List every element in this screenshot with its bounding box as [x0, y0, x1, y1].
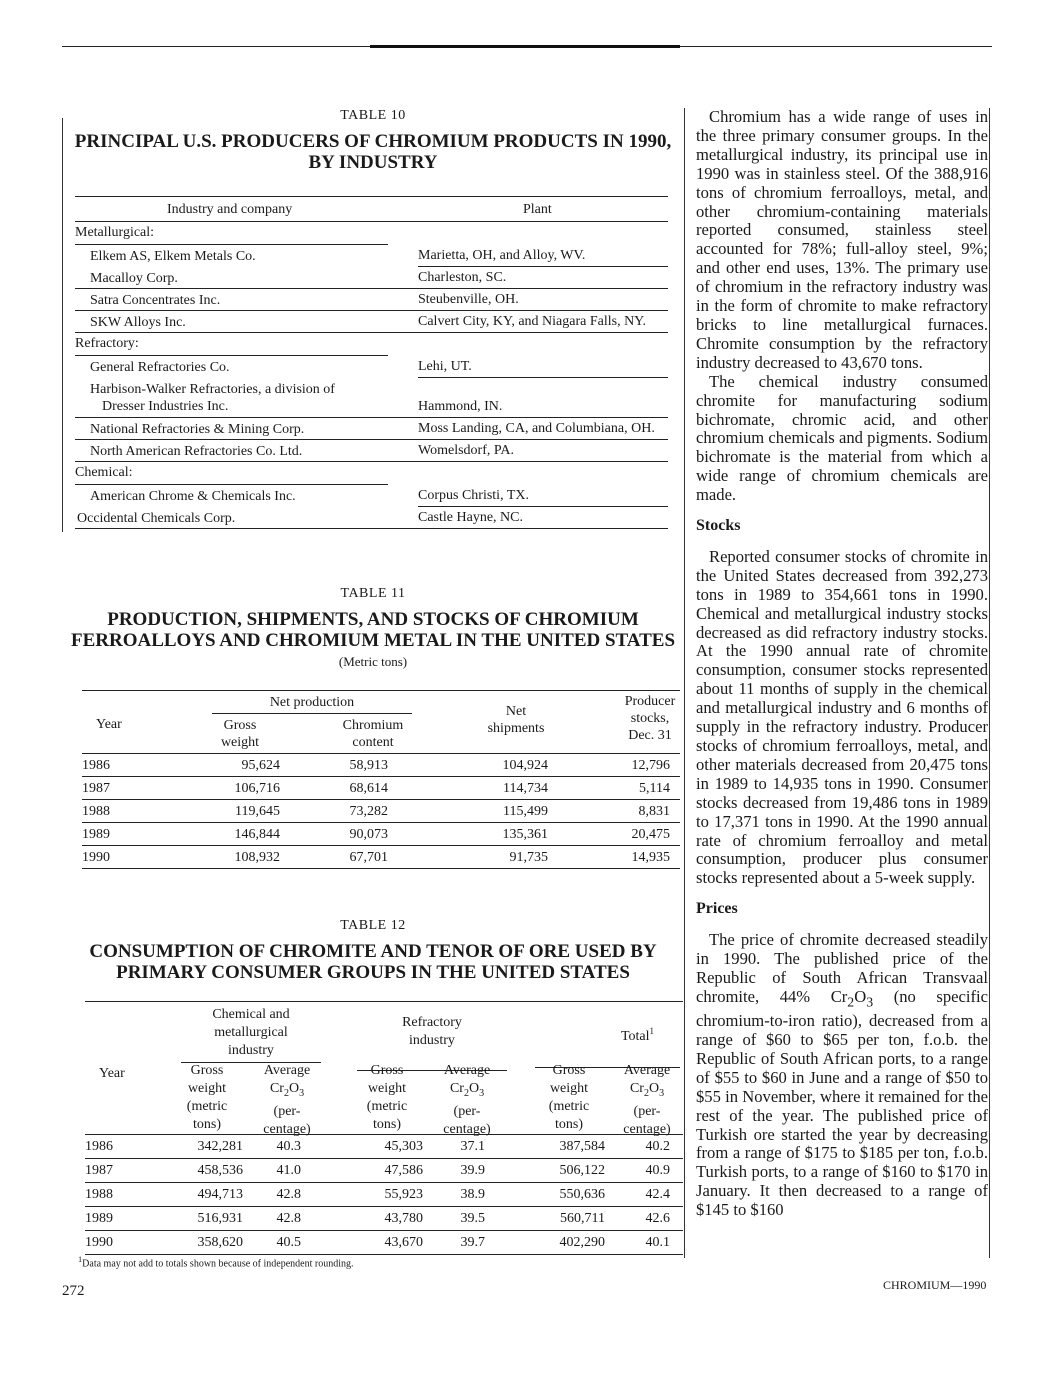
cell-t-gross: 560,711	[560, 1211, 605, 1226]
cell-cm-avg: 40.3	[276, 1139, 301, 1154]
h-avg-part: 2	[643, 1087, 649, 1099]
table10	[75, 196, 668, 529]
table-row	[82, 846, 680, 869]
cell-cm-gross: 458,536	[197, 1163, 243, 1178]
cell-year: 1989	[82, 827, 110, 842]
cell-chromium: 68,614	[349, 781, 388, 796]
col-chemical-metallurgical	[181, 1006, 321, 1063]
footnote-text: Data may not add to totals shown because of independent rounding.	[82, 1258, 354, 1270]
cell-gross: 106,716	[234, 781, 280, 796]
prices-text-a: The price of chromite decreased steadily in 1990. The published price of the Republic of South African Transvaal chromite, 44% Cr	[696, 930, 988, 1006]
heading-stocks: Stocks	[696, 517, 741, 535]
table11-subtitle: (Metric tons)	[338, 654, 408, 669]
table10-title	[62, 131, 684, 173]
h-avg-part: Cr	[449, 1081, 464, 1096]
cell-rf-avg: 38.9	[460, 1187, 485, 1202]
cell-rf-gross: 43,780	[384, 1211, 423, 1226]
h-chem-2: metallurgical	[214, 1025, 288, 1040]
col-net-production: Net production	[212, 694, 412, 714]
table-row	[75, 356, 668, 378]
plant: Hammond, IN.	[418, 399, 503, 414]
cell-t-avg: 40.9	[645, 1163, 670, 1178]
h-gross-line: weight	[549, 1081, 589, 1096]
table-row	[85, 1231, 683, 1255]
cell-rf-gross: 43,670	[384, 1235, 423, 1250]
paragraph-stocks: Reported consumer stocks of chromite in the United States decreased from 392,273 tons in 1989 to 354,661 tons in 1990. Chemical and metallurgical industry stocks decreased as did refractory industry stocks. At the 1990 annual rate of chromite consumption, consumer stocks represented about 11 months of supply in the chemical and metallurgical industry and 6 months of supply in the refractory industry. Producer stocks of chromium ferroalloys, metal, and other materials decreased from 20,475 tons in 1989 to 14,935 tons in 1990. Consumer stocks decreased from 19,486 tons in 1989 to 17,371 tons in 1990. At the 1990 annual rate of chromium ferroalloy and metal consumption, producer plus consumer stocks represented about a 5-week supply.	[696, 546, 988, 888]
cell-t-gross: 402,290	[559, 1235, 605, 1250]
table10-left-border	[62, 118, 63, 532]
table11-title-line2: FERROALLOYS AND CHROMIUM METAL IN THE UNITED STATES	[70, 630, 676, 651]
h-refr-2: industry	[409, 1033, 455, 1048]
h-avg-part: 2	[463, 1087, 469, 1099]
category-metallurgical: Metallurgical:	[75, 222, 388, 245]
footnote-marker: 1	[78, 1255, 83, 1264]
cell-stocks: 12,796	[631, 758, 670, 773]
plant: Marietta, OH, and Alloy, WV.	[418, 248, 586, 263]
table-row	[75, 485, 668, 507]
table-row	[82, 777, 680, 800]
cell-chromium: 73,282	[349, 804, 388, 819]
h-gross-line: tons)	[555, 1117, 583, 1132]
table-row	[85, 1135, 683, 1159]
h-gross-line: Gross	[370, 1063, 404, 1078]
top-rule-accent	[370, 45, 680, 48]
h-avg-part: O	[648, 1081, 660, 1096]
h-avg-part: 2	[283, 1087, 289, 1099]
h-gross-line: weight	[367, 1081, 407, 1096]
h-gross-1: Gross	[223, 718, 257, 733]
cell-stocks: 8,831	[638, 804, 670, 819]
cell-cm-gross: 516,931	[197, 1211, 243, 1226]
plant: Womelsdorf, PA.	[418, 443, 514, 458]
cell-cm-avg: 41.0	[276, 1163, 301, 1178]
company: American Chrome & Chemicals Inc.	[90, 489, 296, 504]
cell-cm-gross: 342,281	[197, 1139, 243, 1154]
cell-shipments: 114,734	[503, 781, 548, 796]
h-chem-3: industry	[228, 1043, 274, 1058]
body-text-column	[696, 108, 988, 1220]
table12-label: TABLE 12	[340, 918, 406, 933]
cell-rf-gross: 45,303	[384, 1139, 423, 1154]
table-row	[85, 1159, 683, 1183]
prices-text-b: (no specific chromium-to-iron ratio), decreased from a range of $60 to $65 per ton, f.o.b. the Republic of South African ports, to a range of $55 to $60 in June and a range of $50 to $55 in November, where it remained for the rest of the year. The published price of Turkish ore started the year by decreasing from a range of $175 to $185 per ton, f.o.b. Turkish ports, to a range of $160 to $170 in January. It then decreased to a range of $145 to $160	[696, 986, 988, 1220]
h-prod-2: stocks,	[630, 711, 670, 726]
h-avg-part: 3	[659, 1087, 665, 1099]
h-gross-line: (metric	[186, 1099, 228, 1114]
table12-title-line2: PRIMARY CONSUMER GROUPS IN THE UNITED STATES	[116, 962, 630, 983]
cell-rf-avg: 39.5	[460, 1211, 485, 1226]
h-net-1: Net	[505, 704, 527, 719]
plant: Charleston, SC.	[418, 270, 507, 285]
cell-gross: 95,624	[241, 758, 280, 773]
cell-shipments: 91,735	[509, 850, 548, 865]
subcol-gross-weight	[351, 1062, 423, 1134]
cell-gross: 146,844	[234, 827, 280, 842]
cell-cm-avg: 40.5	[276, 1235, 301, 1250]
table12-heading	[62, 918, 684, 983]
company-text: Harbison-Walker Refractories, a division of Dresser Industries Inc.	[90, 382, 335, 414]
subcol-average-cr2o3	[611, 1062, 683, 1139]
cell-t-avg: 42.6	[645, 1211, 670, 1226]
table-row	[75, 311, 668, 333]
cell-year: 1986	[85, 1139, 113, 1154]
cell-chromium: 58,913	[349, 758, 388, 773]
h-gross-line: Gross	[190, 1063, 224, 1078]
cell-rf-avg: 39.7	[460, 1235, 485, 1250]
table-row	[82, 823, 680, 846]
cell-year: 1988	[85, 1187, 113, 1202]
subcol-gross-weight	[171, 1062, 243, 1134]
table11-title	[62, 609, 684, 651]
h-chromium-2: content	[352, 735, 394, 750]
company: SKW Alloys Inc.	[90, 315, 186, 330]
sub-2: 2	[847, 994, 855, 1010]
h-total: Total	[620, 1028, 650, 1044]
table-row	[75, 507, 668, 529]
h-chromium-1: Chromium	[342, 718, 404, 733]
subcol-average-cr2o3	[251, 1062, 323, 1139]
h-avg-part: O	[288, 1081, 300, 1096]
h-gross-line: (metric	[366, 1099, 408, 1114]
cell-shipments: 115,499	[503, 804, 548, 819]
subcol-average-cr2o3	[431, 1062, 503, 1139]
cell-year: 1990	[85, 1235, 113, 1250]
h-avg-part: (per-	[453, 1103, 481, 1119]
table11	[82, 690, 680, 869]
plant: Castle Hayne, NC.	[418, 510, 523, 525]
category-chemical: Chemical:	[75, 462, 388, 485]
company: Satra Concentrates Inc.	[90, 293, 221, 308]
page-number: 272	[62, 1283, 85, 1299]
subcol-gross-weight	[533, 1062, 605, 1134]
col-chromium-content	[328, 717, 418, 751]
h-avg-part: centage)	[443, 1121, 491, 1137]
cell-chromium: 67,701	[349, 850, 388, 865]
h-avg-part: (per-	[633, 1103, 661, 1119]
h-gross-line: weight	[187, 1081, 227, 1096]
col-year: Year	[96, 717, 122, 732]
company: Occidental Chemicals Corp.	[77, 511, 236, 526]
h-gross-line: Gross	[552, 1063, 586, 1078]
table10-header	[75, 196, 668, 222]
company	[90, 381, 380, 415]
h-avg-part: 3	[479, 1087, 485, 1099]
h-net-2: shipments	[487, 721, 545, 736]
h-gross-2: weight	[220, 735, 260, 750]
cell-rf-avg: 39.9	[460, 1163, 485, 1178]
row-rule	[75, 461, 668, 462]
table11-header	[82, 690, 680, 754]
cell-chromium: 90,073	[349, 827, 388, 842]
table-row	[82, 754, 680, 777]
cell-shipments: 104,924	[502, 758, 548, 773]
paragraph-uses: Chromium has a wide range of uses in the three primary consumer groups. In the metallurgical industry, its principal use in 1990 was in stainless steel. Of the 388,916 tons of chromium ferroalloys, metal, and other chromium-containing materials reported consumed, stainless steel accounted for 78%; full-alloy steel, 9%; and other end uses, 13%. The primary use of chromium in the refractory industry was in the form of chromite to make refractory bricks to line metallurgical furnaces. Chromite consumption by the refractory industry decreased to 43,670 tons.	[696, 107, 988, 372]
cell-rf-avg: 37.1	[460, 1139, 485, 1154]
plant: Calvert City, KY, and Niagara Falls, NY.	[418, 314, 646, 329]
paragraph-chemical: The chemical industry consumed chromite for manufacturing sodium bichromate, chromic acid, and other chromium chemicals and pigments. Sodium bichromate is the material from which a wide range of chromium chemicals are made.	[696, 371, 988, 505]
col-net-shipments	[476, 703, 556, 737]
cell-cm-avg: 42.8	[276, 1211, 301, 1226]
h-gross-line: (metric	[548, 1099, 590, 1114]
table12-footnote	[78, 1255, 354, 1269]
h-avg-part: Average	[623, 1063, 671, 1078]
cell-t-gross: 550,636	[559, 1187, 605, 1202]
table-row	[85, 1183, 683, 1207]
col-industry-company: Industry and company	[167, 202, 293, 217]
row-rule	[75, 332, 668, 333]
cell-gross: 108,932	[234, 850, 280, 865]
table12-title-line1: CONSUMPTION OF CHROMITE AND TENOR OF ORE USED BY	[89, 941, 657, 962]
company: General Refractories Co.	[90, 360, 230, 375]
h-prod-1: Producer	[624, 694, 676, 709]
table-row	[75, 418, 668, 440]
h-chem-1: Chemical and	[212, 1007, 290, 1022]
cell-t-avg: 40.2	[645, 1139, 670, 1154]
table-row	[75, 378, 668, 418]
h-avg-part: Cr	[269, 1081, 284, 1096]
running-head: CHROMIUM—1990	[883, 1278, 987, 1292]
h-avg-part: centage)	[263, 1121, 311, 1137]
cell-year: 1987	[82, 781, 110, 796]
table-row	[75, 440, 668, 462]
row-rule	[75, 528, 668, 529]
category-refractory: Refractory:	[75, 333, 388, 356]
h-avg-part: O	[468, 1081, 480, 1096]
company: National Refractories & Mining Corp.	[90, 422, 305, 437]
cell-shipments: 135,361	[502, 827, 548, 842]
h-refr-1: Refractory	[402, 1015, 462, 1030]
col-total	[535, 1022, 680, 1068]
col-plant: Plant	[523, 202, 552, 217]
table10-label: TABLE 10	[340, 108, 406, 123]
sub-3: 3	[866, 994, 874, 1010]
h-avg-part: centage)	[623, 1121, 671, 1137]
heading-prices: Prices	[696, 900, 738, 918]
cell-t-avg: 40.1	[645, 1235, 670, 1250]
table11-rows	[82, 754, 680, 869]
h-avg-part: (per-	[273, 1103, 301, 1119]
table12	[85, 1001, 683, 1255]
cell-year: 1990	[82, 850, 110, 865]
cell-cm-gross: 494,713	[197, 1187, 243, 1202]
cell-cm-avg: 42.8	[276, 1187, 301, 1202]
cell-year: 1986	[82, 758, 110, 773]
table10-heading	[62, 108, 684, 173]
cell-year: 1987	[85, 1163, 113, 1178]
table10-title-line2: BY INDUSTRY	[308, 152, 438, 173]
col-gross-weight	[200, 717, 280, 751]
table12-title	[62, 941, 684, 983]
company: Macalloy Corp.	[90, 271, 178, 286]
table-row	[85, 1207, 683, 1231]
plant: Lehi, UT.	[418, 359, 472, 374]
cell-stocks: 20,475	[631, 827, 670, 842]
h-avg-part: Average	[443, 1063, 491, 1078]
table12-header	[85, 1001, 683, 1135]
paragraph-prices	[696, 931, 988, 1220]
right-column-border	[989, 108, 990, 1258]
col-year: Year	[99, 1066, 125, 1081]
cell-rf-gross: 47,586	[384, 1163, 423, 1178]
prices-o: O	[854, 986, 867, 1006]
table12-rows	[85, 1135, 683, 1255]
h-prod-3: Dec. 31	[628, 728, 672, 743]
table11-label: TABLE 11	[340, 586, 406, 601]
cell-t-avg: 42.4	[645, 1187, 670, 1202]
h-total-footnote: 1	[649, 1026, 655, 1036]
plant: Corpus Christi, TX.	[418, 488, 529, 503]
plant: Steubenville, OH.	[418, 292, 519, 307]
h-gross-line: tons)	[193, 1117, 221, 1132]
h-avg-part: Cr	[629, 1081, 644, 1096]
company: Elkem AS, Elkem Metals Co.	[90, 249, 256, 264]
table11-title-line1: PRODUCTION, SHIPMENTS, AND STOCKS OF CHROMIUM	[107, 609, 639, 630]
cell-t-gross: 506,122	[559, 1163, 605, 1178]
company: North American Refractories Co. Ltd.	[90, 444, 303, 459]
cell-gross: 119,645	[235, 804, 280, 819]
table11-heading	[62, 586, 684, 670]
column-divider	[684, 108, 685, 1258]
table-row	[75, 267, 668, 289]
h-gross-line: tons)	[373, 1117, 401, 1132]
h-avg-part: 3	[299, 1087, 305, 1099]
cell-rf-gross: 55,923	[384, 1187, 423, 1202]
table-row	[75, 245, 668, 267]
col-producer-stocks	[610, 693, 690, 744]
plant: Moss Landing, CA, and Columbiana, OH.	[418, 421, 655, 436]
cell-t-gross: 387,584	[559, 1139, 605, 1154]
cell-stocks: 5,114	[639, 781, 670, 796]
cell-cm-gross: 358,620	[197, 1235, 243, 1250]
table-row	[82, 800, 680, 823]
table10-title-line1: PRINCIPAL U.S. PRODUCERS OF CHROMIUM PRODUCTS IN 1990,	[74, 131, 672, 152]
cell-year: 1989	[85, 1211, 113, 1226]
cell-stocks: 14,935	[631, 850, 670, 865]
cell-year: 1988	[82, 804, 110, 819]
h-avg-part: Average	[263, 1063, 311, 1078]
table-row	[75, 289, 668, 311]
